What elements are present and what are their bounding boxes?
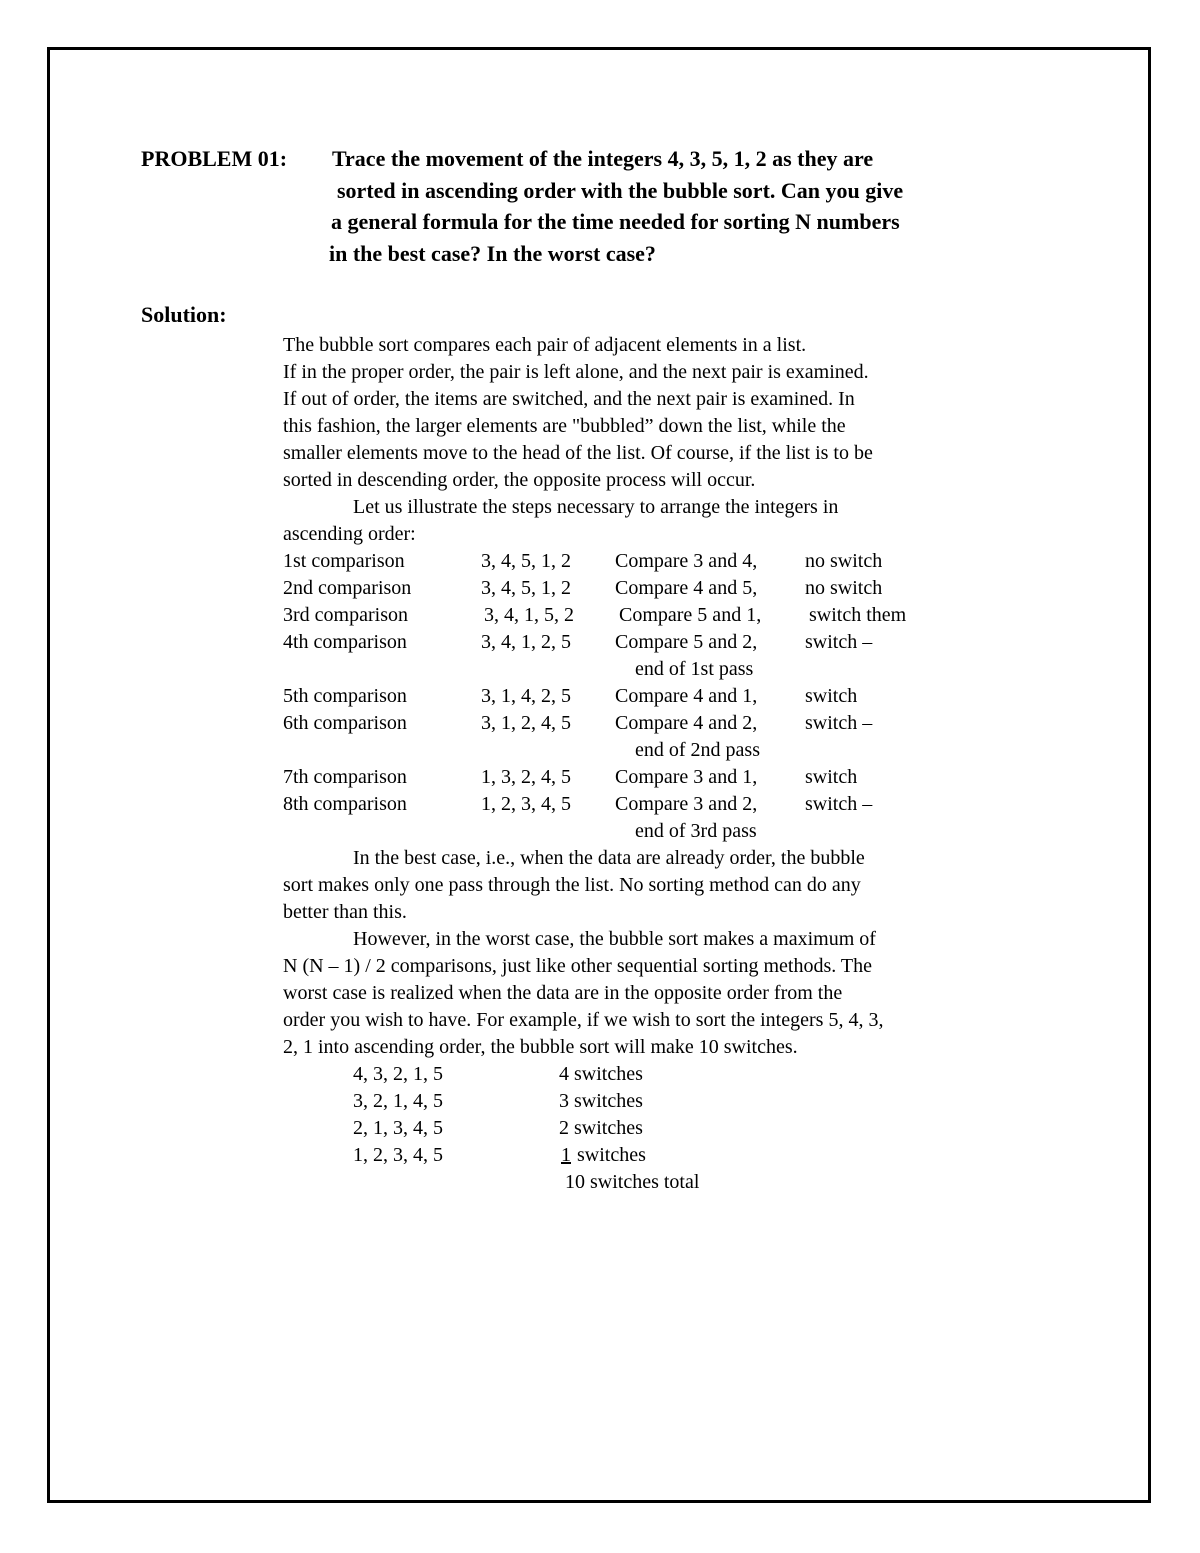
intro-line: sorted in descending order, the opposite process will occur. [283,469,756,491]
switch-count [559,1115,643,1142]
illustrate-line: ascending order: [283,523,416,545]
switch-count [559,1142,646,1169]
solution-heading: Solution: [141,302,227,327]
intro-line: smaller elements move to the head of the list. Of course, if the list is to be [283,442,873,464]
comparison-row [283,548,1003,575]
comparison-description: Compare 5 and 1, [619,604,762,626]
comparison-action: switch – [805,793,873,815]
comparison-label: 3rd comparison [283,604,408,626]
switch-total: 10 switches total [565,1171,700,1193]
comparison-label: 2nd comparison [283,577,412,599]
problem-label: PROBLEM 01: [141,146,288,171]
pass-end-label: end of 2nd pass [635,739,760,761]
comparison-row [283,683,1003,710]
comparison-description: Compare 3 and 2, [615,793,758,815]
comparison-row [283,629,1003,656]
comparison-action: switch – [805,712,873,734]
comparison-label: 5th comparison [283,685,407,707]
comparison-action: switch them [809,604,907,626]
switch-count [559,1061,643,1088]
comparison-sequence: 1, 2, 3, 4, 5 [481,793,571,815]
comparison-label: 7th comparison [283,766,407,788]
comparison-row [283,710,1003,737]
comparison-sequence: 3, 1, 2, 4, 5 [481,712,571,734]
worst-case-line: However, in the worst case, the bubble sort makes a maximum of [353,928,876,950]
problem-line: sorted in ascending order with the bubble sort. Can you give [337,177,904,203]
best-case-line: better than this. [283,901,407,923]
intro-line: If in the proper order, the pair is left alone, and the next pair is examined. [283,361,869,383]
comparison-description: Compare 3 and 1, [615,766,758,788]
switch-sequence: 2, 1, 3, 4, 5 [353,1117,443,1139]
comparison-row [283,602,1003,629]
switch-count-word: switches [577,1144,646,1166]
switch-count-number: 4 [559,1063,569,1085]
pass-end-label: end of 1st pass [635,658,754,680]
comparison-row [283,764,1003,791]
switch-count-word: switches [574,1090,643,1112]
illustrate-line: Let us illustrate the steps necessary to arrange the integers in [353,496,839,518]
worst-case-line: N (N – 1) / 2 comparisons, just like other sequential sorting methods. The [283,955,872,977]
switch-count-number: 2 [559,1117,569,1139]
comparison-sequence: 3, 4, 1, 2, 5 [481,631,571,653]
comparison-description: Compare 4 and 5, [615,577,758,599]
problem-line: Trace the movement of the integers 4, 3, 5, 1, 2 as they are [332,146,874,171]
comparison-continuation [283,737,1003,764]
comparison-sequence: 3, 4, 5, 1, 2 [481,577,571,599]
solution-body [283,332,1003,1196]
switch-row [283,1142,1003,1169]
switch-count-word: switches [574,1117,643,1139]
comparison-row [283,575,1003,602]
comparison-label: 1st comparison [283,550,405,572]
switch-sequence: 1, 2, 3, 4, 5 [353,1144,443,1166]
pass-end-label: end of 3rd pass [635,820,757,842]
intro-line: this fashion, the larger elements are "bubbled” down the list, while the [283,415,846,437]
switch-row [283,1088,1003,1115]
worst-case-line: order you wish to have. For example, if we wish to sort the integers 5, 4, 3, [283,1009,884,1031]
intro-line: The bubble sort compares each pair of adjacent elements in a list. [283,334,807,356]
comparison-row [283,791,1003,818]
comparison-label: 4th comparison [283,631,407,653]
comparison-continuation [283,818,1003,845]
comparison-continuation [283,656,1003,683]
comparison-sequence: 3, 4, 5, 1, 2 [481,550,571,572]
problem-line: in the best case? In the worst case? [329,240,656,266]
switch-sequence: 4, 3, 2, 1, 5 [353,1063,443,1085]
switch-count-number: 1 [561,1144,571,1166]
comparison-action: switch [805,766,858,788]
switch-count-number: 3 [559,1090,569,1112]
comparison-action: no switch [805,577,883,599]
comparison-label: 6th comparison [283,712,407,734]
switch-count-word: switches [574,1063,643,1085]
problem-line: a general formula for the time needed for sorting N numbers [331,209,900,234]
comparison-action: no switch [805,550,883,572]
comparison-action: switch – [805,631,873,653]
best-case-line: sort makes only one pass through the list. No sorting method can do any [283,874,861,896]
comparison-action: switch [805,685,858,707]
best-case-line: In the best case, i.e., when the data are already order, the bubble [353,847,865,869]
intro-line: If out of order, the items are switched, and the next pair is examined. In [283,388,855,410]
comparison-sequence: 3, 1, 4, 2, 5 [481,685,571,707]
comparison-sequence: 3, 4, 1, 5, 2 [484,604,574,626]
worst-case-line: worst case is realized when the data are in the opposite order from the [283,982,843,1004]
worst-case-line: 2, 1 into ascending order, the bubble sort will make 10 switches. [283,1036,798,1058]
switch-count [559,1088,643,1115]
comparison-description: Compare 3 and 4, [615,550,758,572]
comparison-sequence: 1, 3, 2, 4, 5 [481,766,571,788]
comparison-description: Compare 4 and 1, [615,685,758,707]
switch-total-row [283,1169,1003,1196]
comparison-label: 8th comparison [283,793,407,815]
switch-sequence: 3, 2, 1, 4, 5 [353,1090,443,1112]
comparison-description: Compare 5 and 2, [615,631,758,653]
switch-row [283,1115,1003,1142]
switch-row [283,1061,1003,1088]
comparison-description: Compare 4 and 2, [615,712,758,734]
